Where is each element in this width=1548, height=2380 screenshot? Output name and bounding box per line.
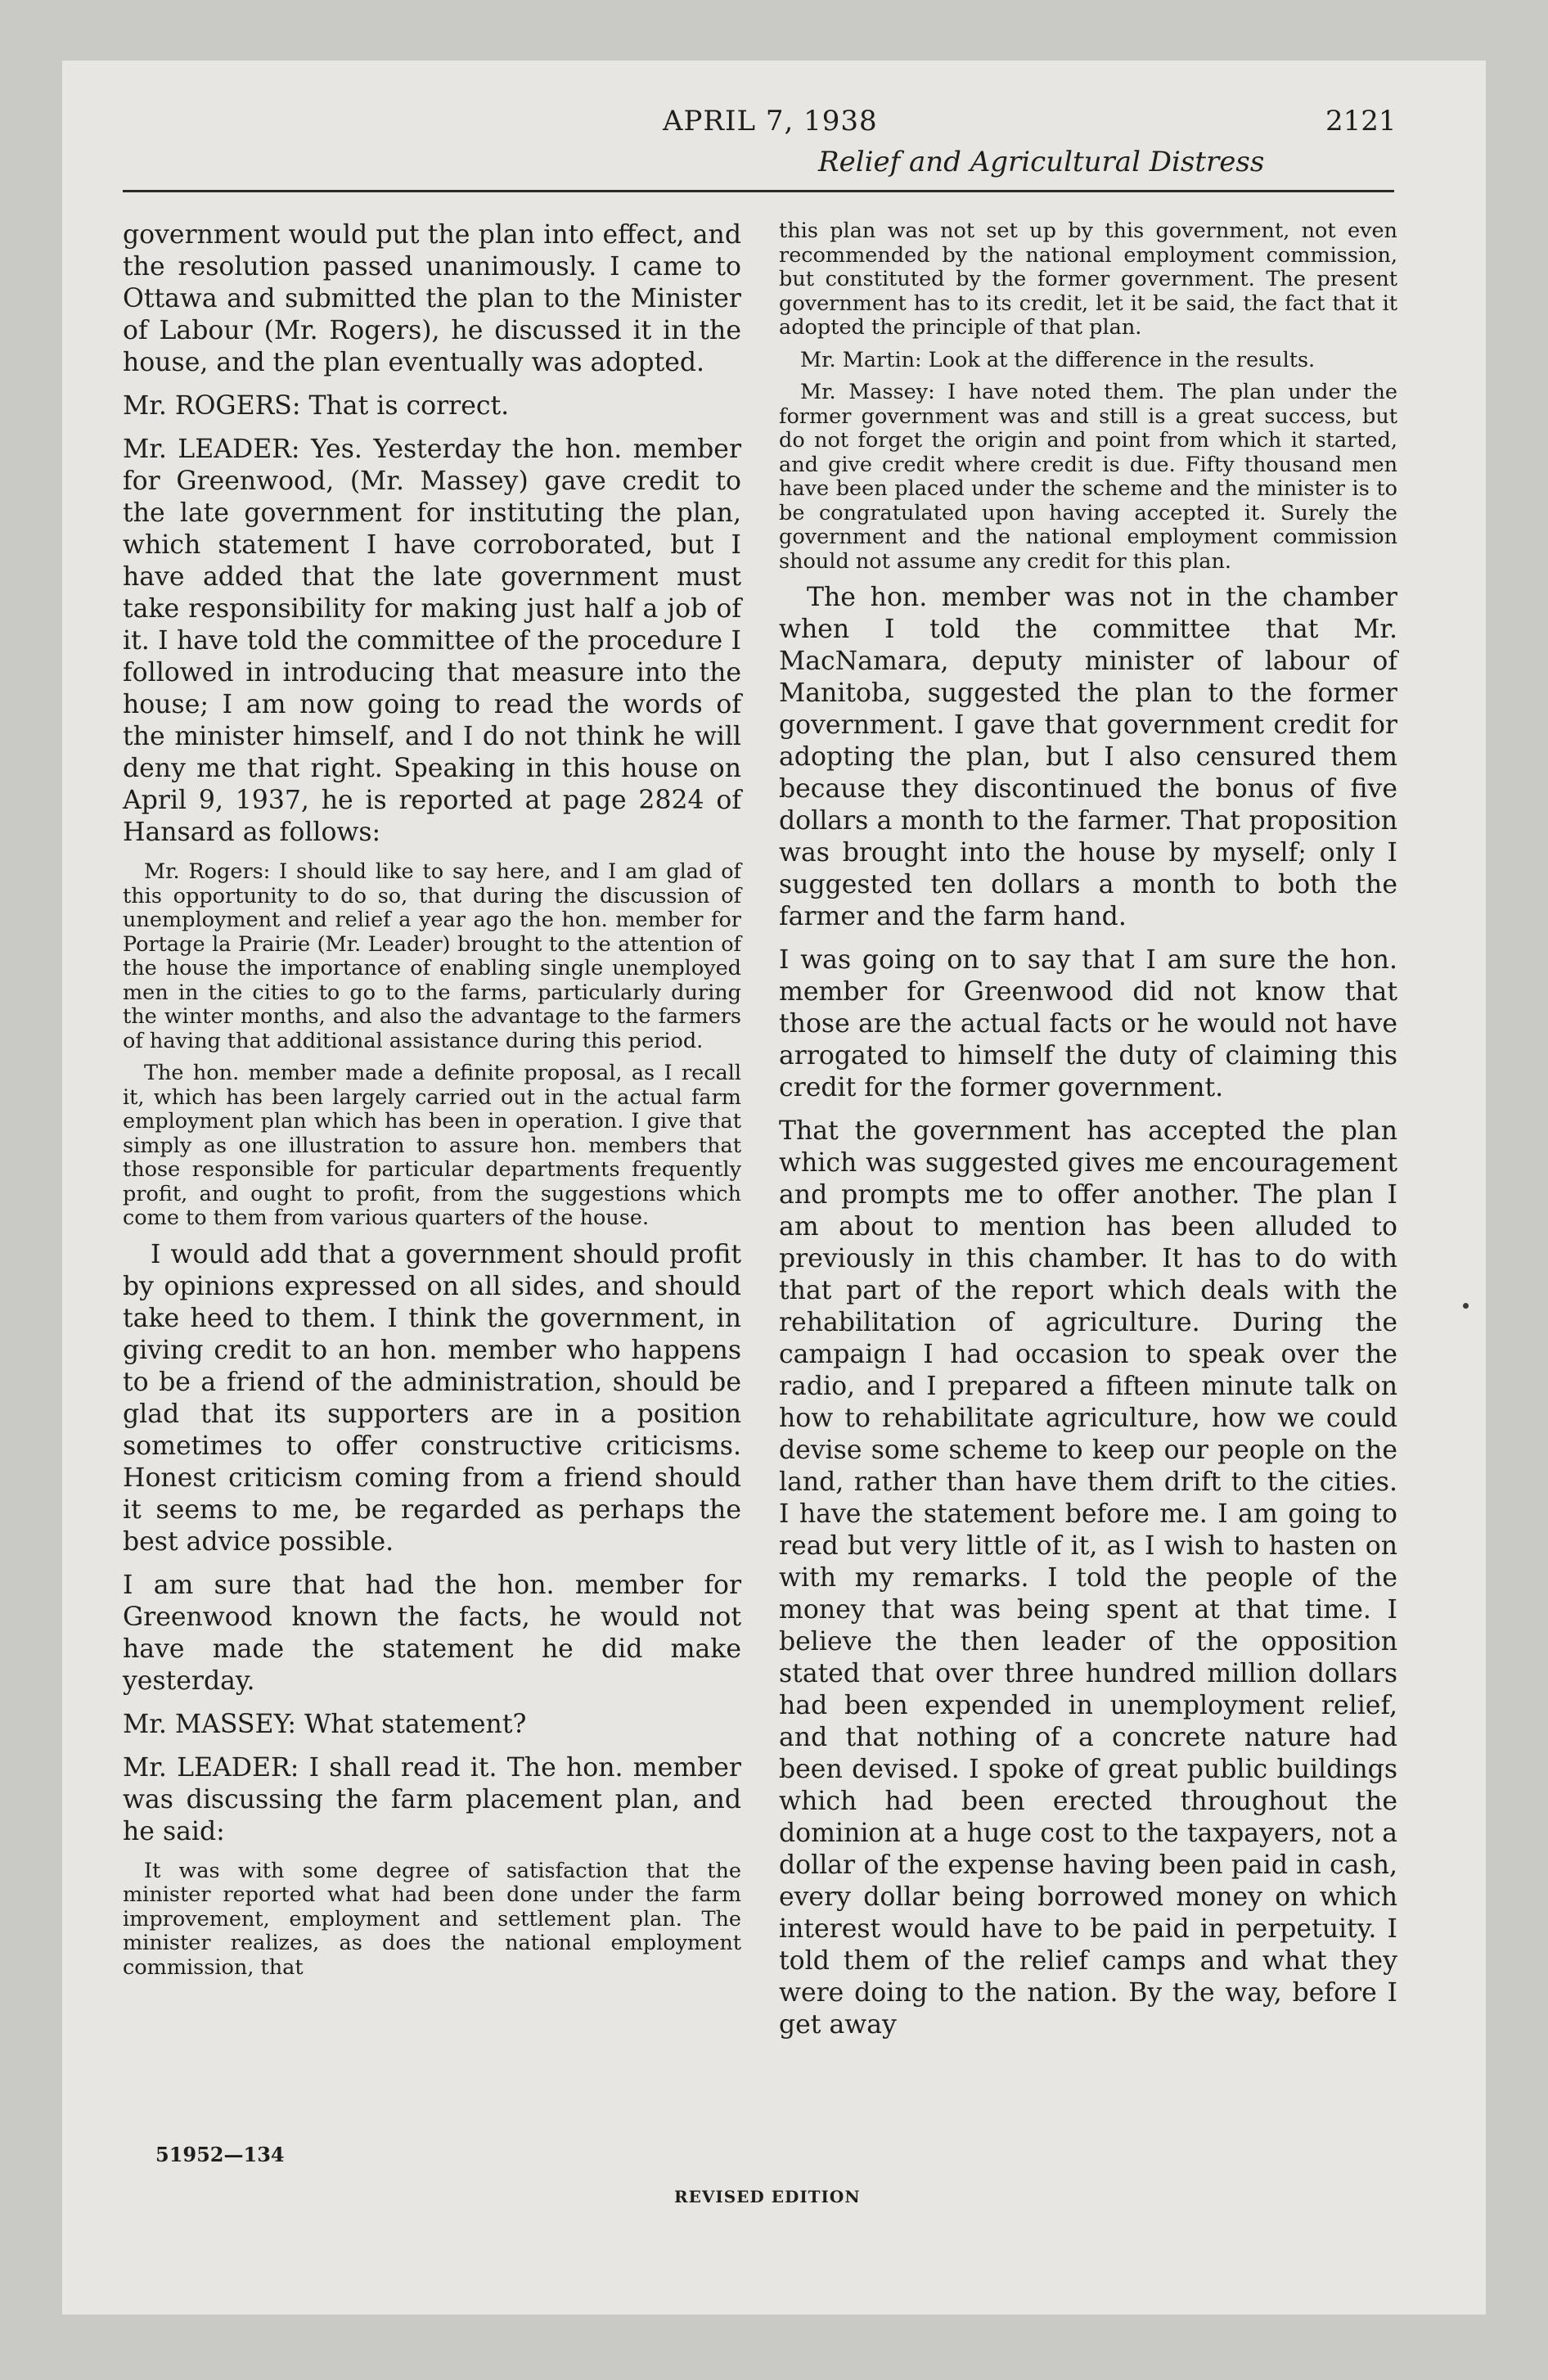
paragraph: I would add that a government should profit by opinions expressed on all sides, and should take heed to them. I think the government, in giving credit to an hon. member who happens to be a friend of the administration, should be glad that its supporters are in a position sometimes to offer constructive criticisms. Honest criticism coming from a friend should it seems to me, be regarded as perhaps the best advice possible. [123,1239,741,1557]
edition-label: REVISED EDITION [674,2187,861,2206]
paragraph: Mr. LEADER: I shall read it. The hon. member was discussing the farm placement plan, and he said: [123,1752,741,1846]
paragraph: The hon. member was not in the chamber when I told the committee that Mr. MacNamara, deputy minister of labour of Manitoba, suggested the plan to the former government. I gave that government credit for adopting the plan, but I also censured them because they discontinued the bonus of five dollars a month to the farmer. That proposition was brought into the house by myself; only I suggested ten dollars a month to both the farmer and the farm hand. [779,583,1397,931]
paragraph: I was going on to say that I am sure the hon. member for Greenwood did not know that those are the actual facts or he would not have arrogated to himself the duty of claiming this credit for the former government. [779,945,1397,1102]
paragraph: I am sure that had the hon. member for Greenwood known the facts, he would not have made the statement he did make yesterday. [123,1570,741,1696]
quoted-paragraph: It was with some degree of satisfaction that the minister reported what had been done under the farm improvement, employment and settlement plan. The minister realizes, as does the national employment commission, that [123,1858,741,1980]
page-number: 2121 [1325,105,1397,137]
paragraph: Mr. MASSEY: What statement? [123,1709,527,1739]
print-code: 51952—134 [155,2143,285,2166]
right-column [779,219,1397,2053]
margin-mark [1463,1303,1469,1309]
paragraph: Mr. ROGERS: That is correct. [123,391,510,421]
quoted-paragraph: The hon. member made a definite proposal, as I recall it, which has been largely carried out in the actual farm employment plan which has been in operation. I give that simply as one illustration to assure hon. members that those responsible for particular departments frequently profit, and ought to profit, from the suggestions which come to them from various quarters of the house. [123,1061,741,1230]
paragraph: That the government has accepted the plan which was suggested gives me encouragement and prompts me to offer another. The plan I am about to mention has been alluded to previously in this chamber. It has to do with that part of the report which deals with the rehabilitation of agriculture. During the campaign I had occasion to speak over the radio, and I prepared a fifteen minute talk on how to rehabilitate agriculture, how we could devise some scheme to keep our people on the land, rather than have them drift to the cities. I have the statement before me. I am going to read but very little of it, as I wish to hasten on with my remarks. I told the people of the money that was being spent at that time. I believe the then leader of the opposition stated that over three hundred million dollars had been expended in unemployment relief, and that nothing of a concrete nature had been devised. I spoke of great public buildings which had been erected throughout the dominion at a huge cost to the taxpayers, not a dollar of the expense having been paid in cash, every dollar being borrowed money on which interest would have to be paid in perpetuity. I told them of the relief camps and what they were doing to the nation. By the way, before I get away [779,1116,1397,2040]
paragraph: government would put the plan into effect, and the resolution passed unanimously. I came to Ottawa and submitted the plan to the Minister of Labour (Mr. Rogers), he discussed it in the house, and the plan eventually was adopted. [123,220,741,377]
header-subject: Relief and Agricultural Distress [818,146,1265,178]
left-column [123,219,741,1988]
quoted-paragraph: Mr. Massey: I have noted them. The plan under the former government was and still is a great success, but do not forget the origin and point from which it started, and give credit where credit is due. Fifty thousand men have been placed under the scheme and the minister is to be congratulated upon having accepted it. Surely the government and the national employment commission should not assume any credit for this plan. [779,380,1397,574]
header-date: APRIL 7, 1938 [663,105,878,137]
quoted-paragraph: Mr. Martin: Look at the difference in the results. [800,347,1316,372]
header-rule [123,190,1394,192]
quoted-paragraph: this plan was not set up by this government, not even recommended by the national employment commission, but constituted by the former government. The present government has to its credit, let it be said, the fact that it adopted the principle of that plan. [779,219,1397,340]
quoted-paragraph: Mr. Rogers: I should like to say here, and I am glad of this opportunity to do so, that during the discussion of unemployment and relief a year ago the hon. member for Portage la Prairie (Mr. Leader) brought to the attention of the house the importance of enabling single unemployed men in the cities to go to the farms, particularly during the winter months, and also the advantage to the farmers of having that additional assistance during this period. [123,859,741,1053]
paragraph: Mr. LEADER: Yes. Yesterday the hon. member for Greenwood, (Mr. Massey) gave credit to the late government for instituting the plan, which statement I have corroborated, but I have added that the late government must take responsibility for making just half a job of it. I have told the committee of the procedure I followed in introducing that measure into the house; I am now going to read the words of the minister himself, and I do not think he will deny me that right. Speaking in this house on April 9, 1937, he is reported at page 2824 of Hansard as follows: [123,435,741,847]
